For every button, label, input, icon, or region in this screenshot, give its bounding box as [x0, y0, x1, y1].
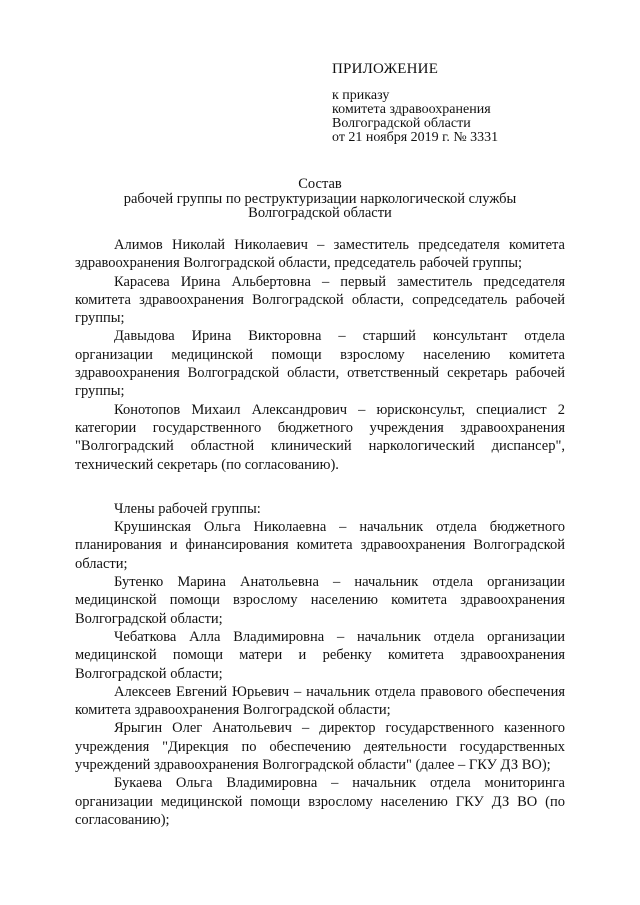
- heading-region: Волгоградской области: [248, 205, 392, 221]
- members-title: Члены рабочей группы:: [114, 500, 261, 517]
- leadership-item: Алимов Николай Николаевич – заместитель председателя комитета здравоохранения Волгоградской области, председатель рабочей группы;: [75, 237, 565, 272]
- member-item: Крушинская Ольга Николаевна – начальник отдела бюджетного планирования и финансирования комитета здравоохранения Волгоградской области;: [75, 519, 565, 572]
- document-body: [75, 236, 565, 829]
- appendix-line-committee: комитета здравоохранения: [332, 102, 491, 117]
- member-item: Алексеев Евгений Юрьевич – начальник отдела правового обеспечения комитета здравоохранения Волгоградской области;: [75, 683, 565, 719]
- member-item: Букаева Ольга Владимировна – начальник отдела мониторинга организации медицинской помощи взрослому населению ГКУ ДЗ ВО (по согласованию);: [75, 775, 565, 828]
- appendix-line-date: от 21 ноября 2019 г. № 3331: [332, 130, 499, 145]
- document-heading: [60, 177, 580, 221]
- member-item: Бутенко Марина Анатольевна – начальник отдела организации медицинской помощи взрослому населению комитета здравоохранения Волгоградской области;: [75, 574, 565, 627]
- leadership-item: Давыдова Ирина Викторовна – старший консультант отдела организации медицинской помощи взрослому населению комитета здравоохранения Волгоградской области, ответственный секретарь рабочей группы;: [75, 328, 565, 400]
- member-item: Чебаткова Алла Владимировна – начальник отдела организации медицинской помощи матери и ребенку комитета здравоохранения Волгоградской области;: [75, 628, 565, 682]
- appendix-line-order: к приказу: [332, 88, 390, 103]
- heading-title: Состав: [298, 176, 342, 192]
- appendix-block: [332, 62, 612, 145]
- appendix-line-region: Волгоградской области: [332, 116, 471, 131]
- leadership-item: Карасева Ирина Альбертовна – первый заместитель председателя комитета здравоохранения Волгоградской области, сопредседатель рабочей группы;: [75, 273, 565, 327]
- heading-subtitle: рабочей группы по реструктуризации наркологической службы: [123, 190, 517, 207]
- leadership-item: Конотопов Михаил Александрович – юрисконсульт, специалист 2 категории государственного бюджетного учреждения здравоохранения "Волгоградский областной клинический наркологический диспансер", технический секретарь (по согласованию).: [75, 401, 565, 473]
- member-item: Ярыгин Олег Анатольевич – директор государственного казенного учреждения "Дирекция по обеспечению деятельности государственных учреждений здравоохранения Волгоградской области" (далее – ГКУ ДЗ ВО);: [75, 720, 565, 774]
- appendix-title: ПРИЛОЖЕНИЕ: [332, 61, 439, 77]
